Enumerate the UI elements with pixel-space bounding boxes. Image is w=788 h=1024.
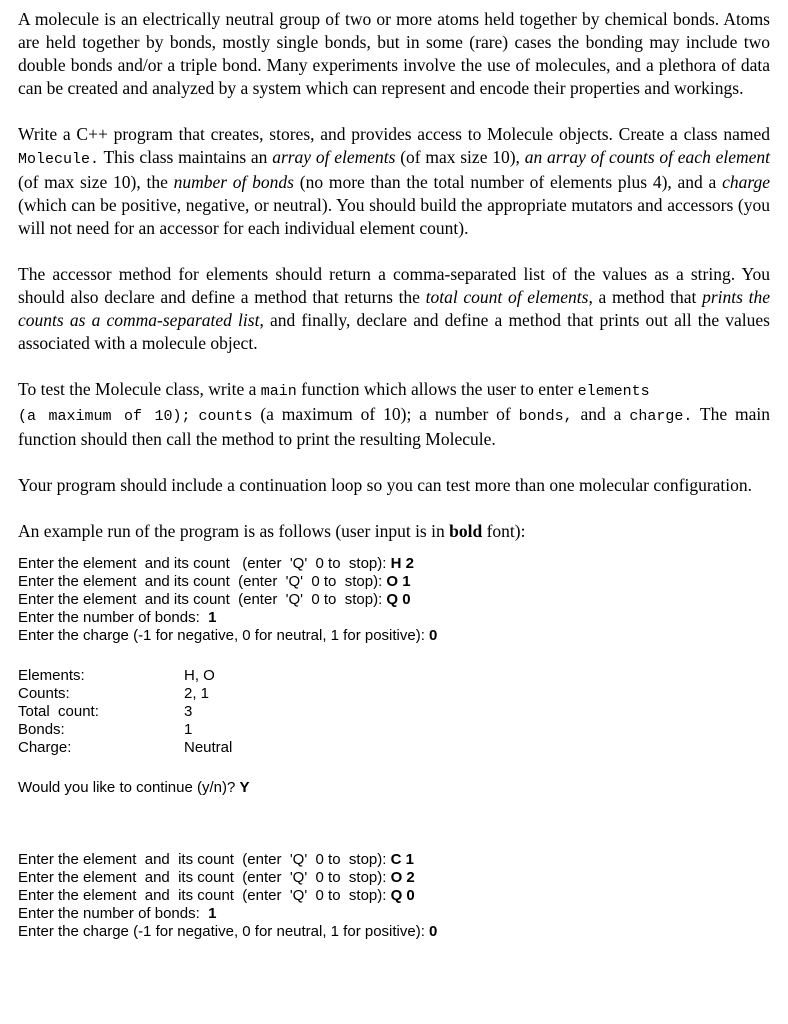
accessor-paragraph: [18, 263, 770, 355]
prompt-line: [18, 555, 770, 573]
text-run: (of max size 10), the: [18, 172, 174, 192]
italic-term: total count of elements: [425, 287, 589, 307]
prompt-line: [18, 591, 770, 609]
text-run: Write a C++ program that creates, stores, and provides access to Molecule objects. Create a class named: [18, 124, 770, 144]
output-label: Bonds:: [18, 721, 65, 738]
example-intro: [18, 520, 770, 543]
output-label: Total count:: [18, 703, 99, 720]
prompt-text: Enter the element and its count (enter 'Q' 0 to stop):: [18, 869, 391, 886]
user-input: Q 0: [386, 591, 411, 608]
test-paragraph: [18, 378, 770, 451]
output-row: [18, 667, 770, 685]
prompt-text: Enter the number of bonds:: [18, 609, 209, 626]
bold-term: bold: [449, 521, 483, 541]
user-input: O 1: [386, 573, 411, 590]
italic-term: array of elements: [272, 147, 396, 167]
code-term: main: [260, 383, 297, 400]
prompt-text: Enter the element and its count (enter 'Q' 0 to stop):: [18, 851, 391, 868]
continue-line: [18, 779, 770, 797]
prompt-line: [18, 923, 770, 941]
continue-prompt: Would you like to continue (y/n)?: [18, 779, 240, 796]
italic-term: number of bonds: [173, 172, 294, 192]
text-run: The accessor method for elements should return a comma-separated list of the values as a string. You should also declare and define a method that returns the: [18, 264, 770, 307]
output-label: Charge:: [18, 739, 72, 756]
code-term: (a maximum of 10);: [18, 408, 191, 425]
user-input: Q 0: [390, 887, 415, 904]
user-input: 1: [208, 905, 217, 922]
user-input: 0: [429, 627, 438, 644]
text-run: function which allows the user to enter: [296, 379, 578, 399]
output-row: [18, 739, 770, 757]
prompt-text: Enter the element and its count (enter 'Q' 0 to stop):: [18, 555, 391, 572]
user-input: 1: [208, 609, 217, 626]
output-row: [18, 703, 770, 721]
italic-term: charge: [722, 172, 771, 192]
prompt-line: [18, 627, 770, 645]
prompt-text: Enter the element and its count (enter 'Q' 0 to stop):: [18, 591, 387, 608]
prompt-line: [18, 905, 770, 923]
code-term: charge.: [629, 408, 693, 425]
run1-prompts: [18, 555, 770, 645]
loop-paragraph: Your program should include a continuation loop so you can test more than one molecular configuration.: [18, 475, 753, 495]
code-term: elements: [577, 383, 650, 400]
output-value: 1: [184, 721, 193, 738]
prompt-text: Enter the element and its count (enter 'Q' 0 to stop):: [18, 887, 391, 904]
text-run: font):: [482, 521, 526, 541]
intro-paragraph: A molecule is an electrically neutral group of two or more atoms held together by chemical bonds. Atoms are held together by bonds, mostly single bonds, but in some (rare) cases the bonding may include two double bonds and/or a triple bond. Many experiments involve the use of molecules, and a plethora of data can be created and analyzed by a system which can represent and encode their properties and workings.: [18, 9, 770, 98]
text-run: , and finally, declare and define a method that prints out all the values associated with a molecule object.: [18, 310, 770, 353]
prompt-line: [18, 573, 770, 591]
text-run: The main function should then call the method to print the resulting Molecule.: [18, 404, 771, 449]
prompt-text: Enter the charge (-1 for negative, 0 for neutral, 1 for positive):: [18, 923, 430, 940]
code-term: counts: [198, 408, 253, 425]
text-run: and a: [572, 404, 630, 424]
output-value: 2, 1: [184, 685, 210, 702]
output-row: [18, 685, 770, 703]
user-input: O 2: [390, 869, 415, 886]
run2-prompts: [18, 851, 770, 941]
prompt-line: [18, 887, 770, 905]
code-class-name: Molecule.: [18, 151, 100, 168]
text-run: This class maintains an: [99, 147, 273, 167]
output-value: Neutral: [184, 739, 233, 756]
output-value: 3: [184, 703, 193, 720]
output-value: H, O: [184, 667, 215, 684]
text-run: (a maximum of 10); a number of: [252, 404, 519, 424]
text-run: (no more than the total number of elements plus 4), and a: [294, 172, 723, 192]
prompt-line: [18, 869, 770, 887]
code-term: bonds,: [518, 408, 573, 425]
task-paragraph: [18, 123, 770, 240]
output-label: Counts:: [18, 685, 70, 702]
user-input: Y: [239, 779, 250, 796]
italic-term: prints the counts as a comma-separated list: [18, 287, 770, 330]
prompt-line: [18, 609, 770, 627]
text-run: , a method that: [588, 287, 703, 307]
user-input: C 1: [390, 851, 414, 868]
output-row: [18, 721, 770, 739]
output-label: Elements:: [18, 667, 85, 684]
document-page: [18, 8, 770, 941]
prompt-text: Enter the element and its count (enter 'Q' 0 to stop):: [18, 573, 387, 590]
text-run: An example run of the program is as follows (user input is in: [18, 521, 450, 541]
text-run: To test the Molecule class, write a: [18, 379, 261, 399]
prompt-line: [18, 851, 770, 869]
text-run: (which can be positive, negative, or neutral). You should build the appropriate mutators and accessors (you will not need for an accessor for each individual element count).: [18, 195, 770, 238]
text-run: (of max size 10),: [395, 147, 525, 167]
prompt-text: Enter the charge (-1 for negative, 0 for neutral, 1 for positive):: [18, 627, 430, 644]
run1-output: [18, 667, 770, 757]
user-input: 0: [429, 923, 438, 940]
italic-term: an array of counts of each element: [524, 147, 770, 167]
user-input: H 2: [390, 555, 414, 572]
prompt-text: Enter the number of bonds:: [18, 905, 209, 922]
